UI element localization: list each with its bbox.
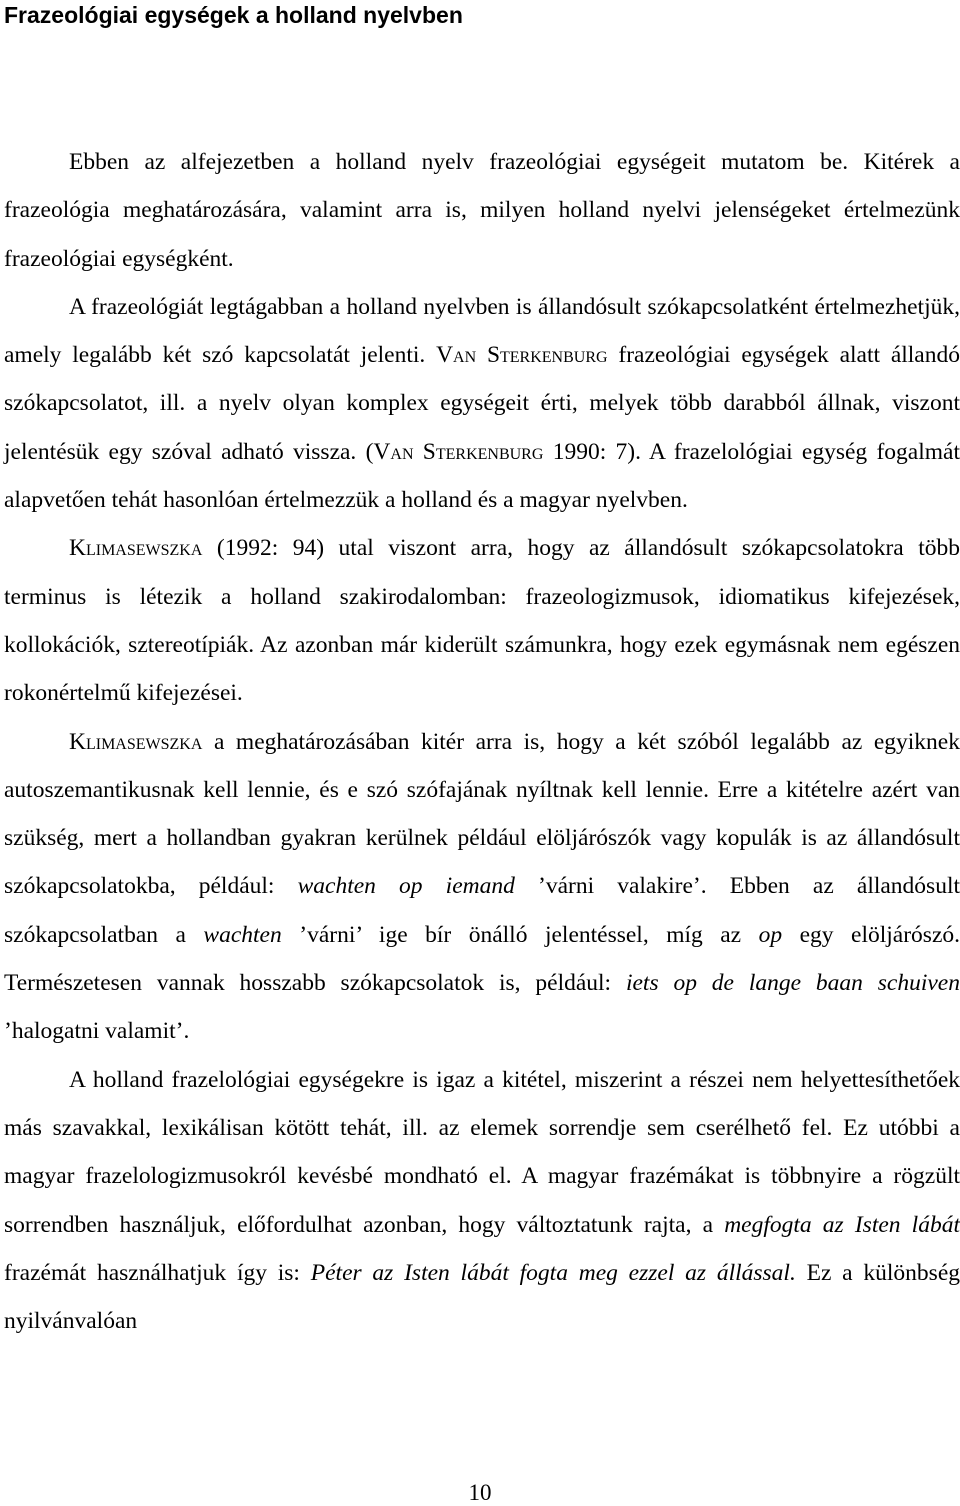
- text-run: ’várni valakire’. Ebben az állandósult szókapcsolatban a: [4, 873, 960, 948]
- text-run: Ebben az alfejezetben a holland nyelv frazeológiai egységeit mutatom be. Kitérek a frazeológia meghatározására, valamint arra is, milyen holland nyelvi jelenségeket értelmezünk frazeológiai egységként.: [4, 149, 960, 272]
- paragraph-3: [4, 524, 960, 717]
- text-run: (1992: 94) utal viszont arra, hogy az állandósult szókapcsolatokra több terminus is létezik a holland szakirodalomban: frazeologizmusok, idiomatikus kifejezések, kollokációk, sztereotípiák. Az azonban már kiderült számunkra, hogy ezek egymásnak nem egészen rokonértelmű kifejezései.: [4, 535, 960, 707]
- text-run: frazémát használhatjuk így is:: [4, 1259, 311, 1286]
- text-run: ’halogatni valamit’.: [4, 1018, 190, 1045]
- example-phrase-italic: iets op de lange baan schuiven: [625, 970, 960, 997]
- example-phrase-italic: wachten: [203, 921, 282, 948]
- author-name-smallcaps: Klimasewszka: [69, 535, 203, 562]
- text-run: 1990: 7). A frazelológiai egység fogalmát alapvetően tehát hasonlóan értelmezzük a holland és a magyar nyelvben.: [4, 438, 960, 514]
- text-run: A holland frazelológiai egységekre is igaz a kitétel, miszerint a részei nem helyettesíthetőek más szavakkal, lexikálisan kötött tehát, ill. az elemek sorrendje sem cserélhető fel. Ez utóbbi a magyar frazelologizmusokról kevésbé mondható el. A magyar frazémákat is többnyire a rögzült sorrendben használjuk, előfordulhat azonban, hogy változtatunk rajta, a: [4, 1066, 960, 1238]
- paragraph-1: [4, 138, 960, 283]
- text-run: a meghatározásában kitér arra is, hogy a két szóból legalább az egyiknek autoszemantikusnak kell lennie, és e szó szófajának nyíltnak kell lennie. Erre a kitételre azért van szükség, mert a hollandban gyakran kerülnek például elöljárószók vagy kopulák is az állandósult szókapcsolatokba, például:: [4, 728, 960, 900]
- author-name-smallcaps: Van Sterkenburg: [436, 342, 608, 369]
- section-heading: Frazeológiai egységek a holland nyelvben: [4, 2, 463, 28]
- text-run: A frazeológiát legtágabban a holland nyelvben is állandósult szókapcsolatként értelmezhetjük, amely legalább két szó kapcsolatát jelenti.: [4, 293, 960, 369]
- example-phrase-italic: op: [758, 921, 783, 948]
- paragraph-5: [4, 1056, 960, 1346]
- author-name-smallcaps: Klimasewszka: [69, 728, 203, 755]
- body-text: [4, 138, 960, 1345]
- text-run: Ez a különbség nyilvánvalóan: [4, 1259, 960, 1335]
- paragraph-4: [4, 718, 960, 1056]
- text-run: ’várni’ ige bír önálló jelentéssel, míg az: [281, 921, 759, 948]
- author-name-smallcaps: Van Sterkenburg: [373, 438, 544, 465]
- example-phrase-italic: wachten op iemand: [297, 873, 515, 900]
- paragraph-2: [4, 283, 960, 524]
- example-phrase-italic: megfogta az Isten lábát: [724, 1211, 960, 1238]
- text-run: frazeológiai egységek alatt állandó szókapcsolatot, ill. a nyelv olyan komplex egységeit érti, melyek több darabból állnak, viszont jelentésük egy szóval adható vissza. (: [4, 342, 960, 465]
- text-run: egy elöljárószó. Természetesen vannak hosszabb szókapcsolatok is, például:: [4, 921, 960, 997]
- page-number: 10: [468, 1480, 492, 1505]
- example-phrase-italic: Péter az Isten lábát fogta meg ezzel az állással.: [310, 1259, 796, 1286]
